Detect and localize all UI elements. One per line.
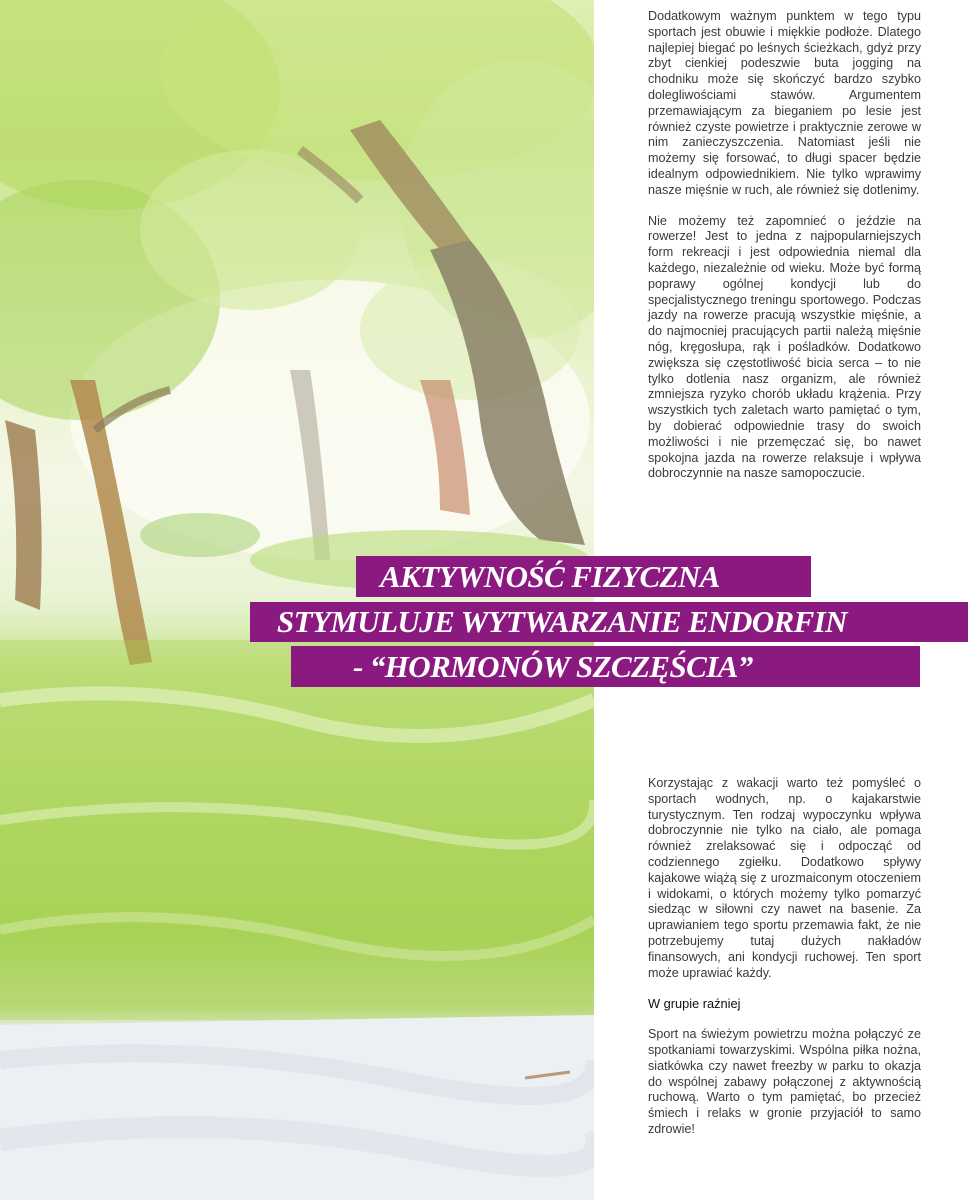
section-subheading: W grupie raźniej — [648, 996, 741, 1012]
article-column-bottom — [648, 776, 921, 1153]
headline-text: - “HORMONÓW SZCZĘŚCIA” — [353, 648, 753, 684]
paragraph: Nie możemy też zapomnieć o jeździe na rowerze! Jest to jedna z najpopularniejszych form rekreacji i jest odpowiednia niemal dla każdego, niezależnie od wieku. Może być formą poprawy ogólnej kondycji lub do specjalistycznego treningu sportowego. Podczas jazdy na rowerze pracują wszystkie mięśnie, a do najmocniej pracujących partii należą mięśnie nóg, kręgosłupa, rąk i pośladków. Dodatkowo zwiększa się częstotliwość bicia serca – to nie tylko dotlenia nasz organizm, ale również zmniejsza ryzyko chorób układu krążenia. Przy wszystkich tych zaletach warto pamiętać o tym, by dobierać odpowiednie trasy do swoich możliwości i nie przemęczać się, bo nawet spokojna jazda na rowerze relaksuje i wpływa dobroczynnie na nasze samopoczucie. — [648, 213, 921, 481]
headline-text: STYMULUJE WYTWARZANIE ENDORFIN — [277, 604, 847, 639]
paragraph: Sport na świeżym powietrzu można połączyć ze spotkaniami towarzyskimi. Wspólna piłka nożna, siatkówka czy nawet freezby w parku to okazja do wspólnej zabawy połączonej z aktywnością ruchową. Warto o tym pamiętać, bo przecież śmiech i relaks w gronie przyjaciół to samo zdrowie! — [648, 1027, 921, 1136]
paragraph: Korzystając z wakacji warto też pomyśleć o sportach wodnych, np. o kajakarstwie turystycznym. Ten rodzaj wypoczynku wpływa dobroczynnie nie tylko na ciało, ale pomaga również zrelaksować się i odpocząć od codziennego zgiełku. Dodatkowo spływy kajakowe wiążą się z urozmaiconym otoczeniem i widokami, o których możemy tylko pomarzyć siedząc w siłowni czy nawet na basenie. Za uprawianiem tego sportu przemawia fakt, że nie potrzebujemy tutaj dużych nakładów finansowych, ani kondycji ruchowej. Ten sport może uprawiać każdy. — [648, 776, 921, 980]
headline-line-2 — [250, 602, 968, 642]
article-column-top — [648, 9, 921, 497]
headline-line-1 — [356, 556, 811, 597]
paragraph: Dodatkowym ważnym punktem w tego typu sportach jest obuwie i miękkie podłoże. Dlatego najlepiej biegać po leśnych ścieżkach, gdyż przy zbyt cienkiej podeszwie buta jogging na chodniku może się skończyć bardzo szybko dolegliwościami stawów. Argumentem przemawiającym za bieganiem po lesie jest również czyste powietrze i praktycznie zerowe w nim zanieczyszczenia. Natomiast jeśli nie możemy się forsować, to długi spacer będzie idealnym odpowiednikiem. Nie tylko wprawimy nasze mięśnie w ruch, ale również się dotlenimy. — [648, 9, 921, 197]
headline-line-3 — [291, 646, 920, 687]
headline-text: AKTYWNOŚĆ FIZYCZNA — [380, 558, 720, 594]
